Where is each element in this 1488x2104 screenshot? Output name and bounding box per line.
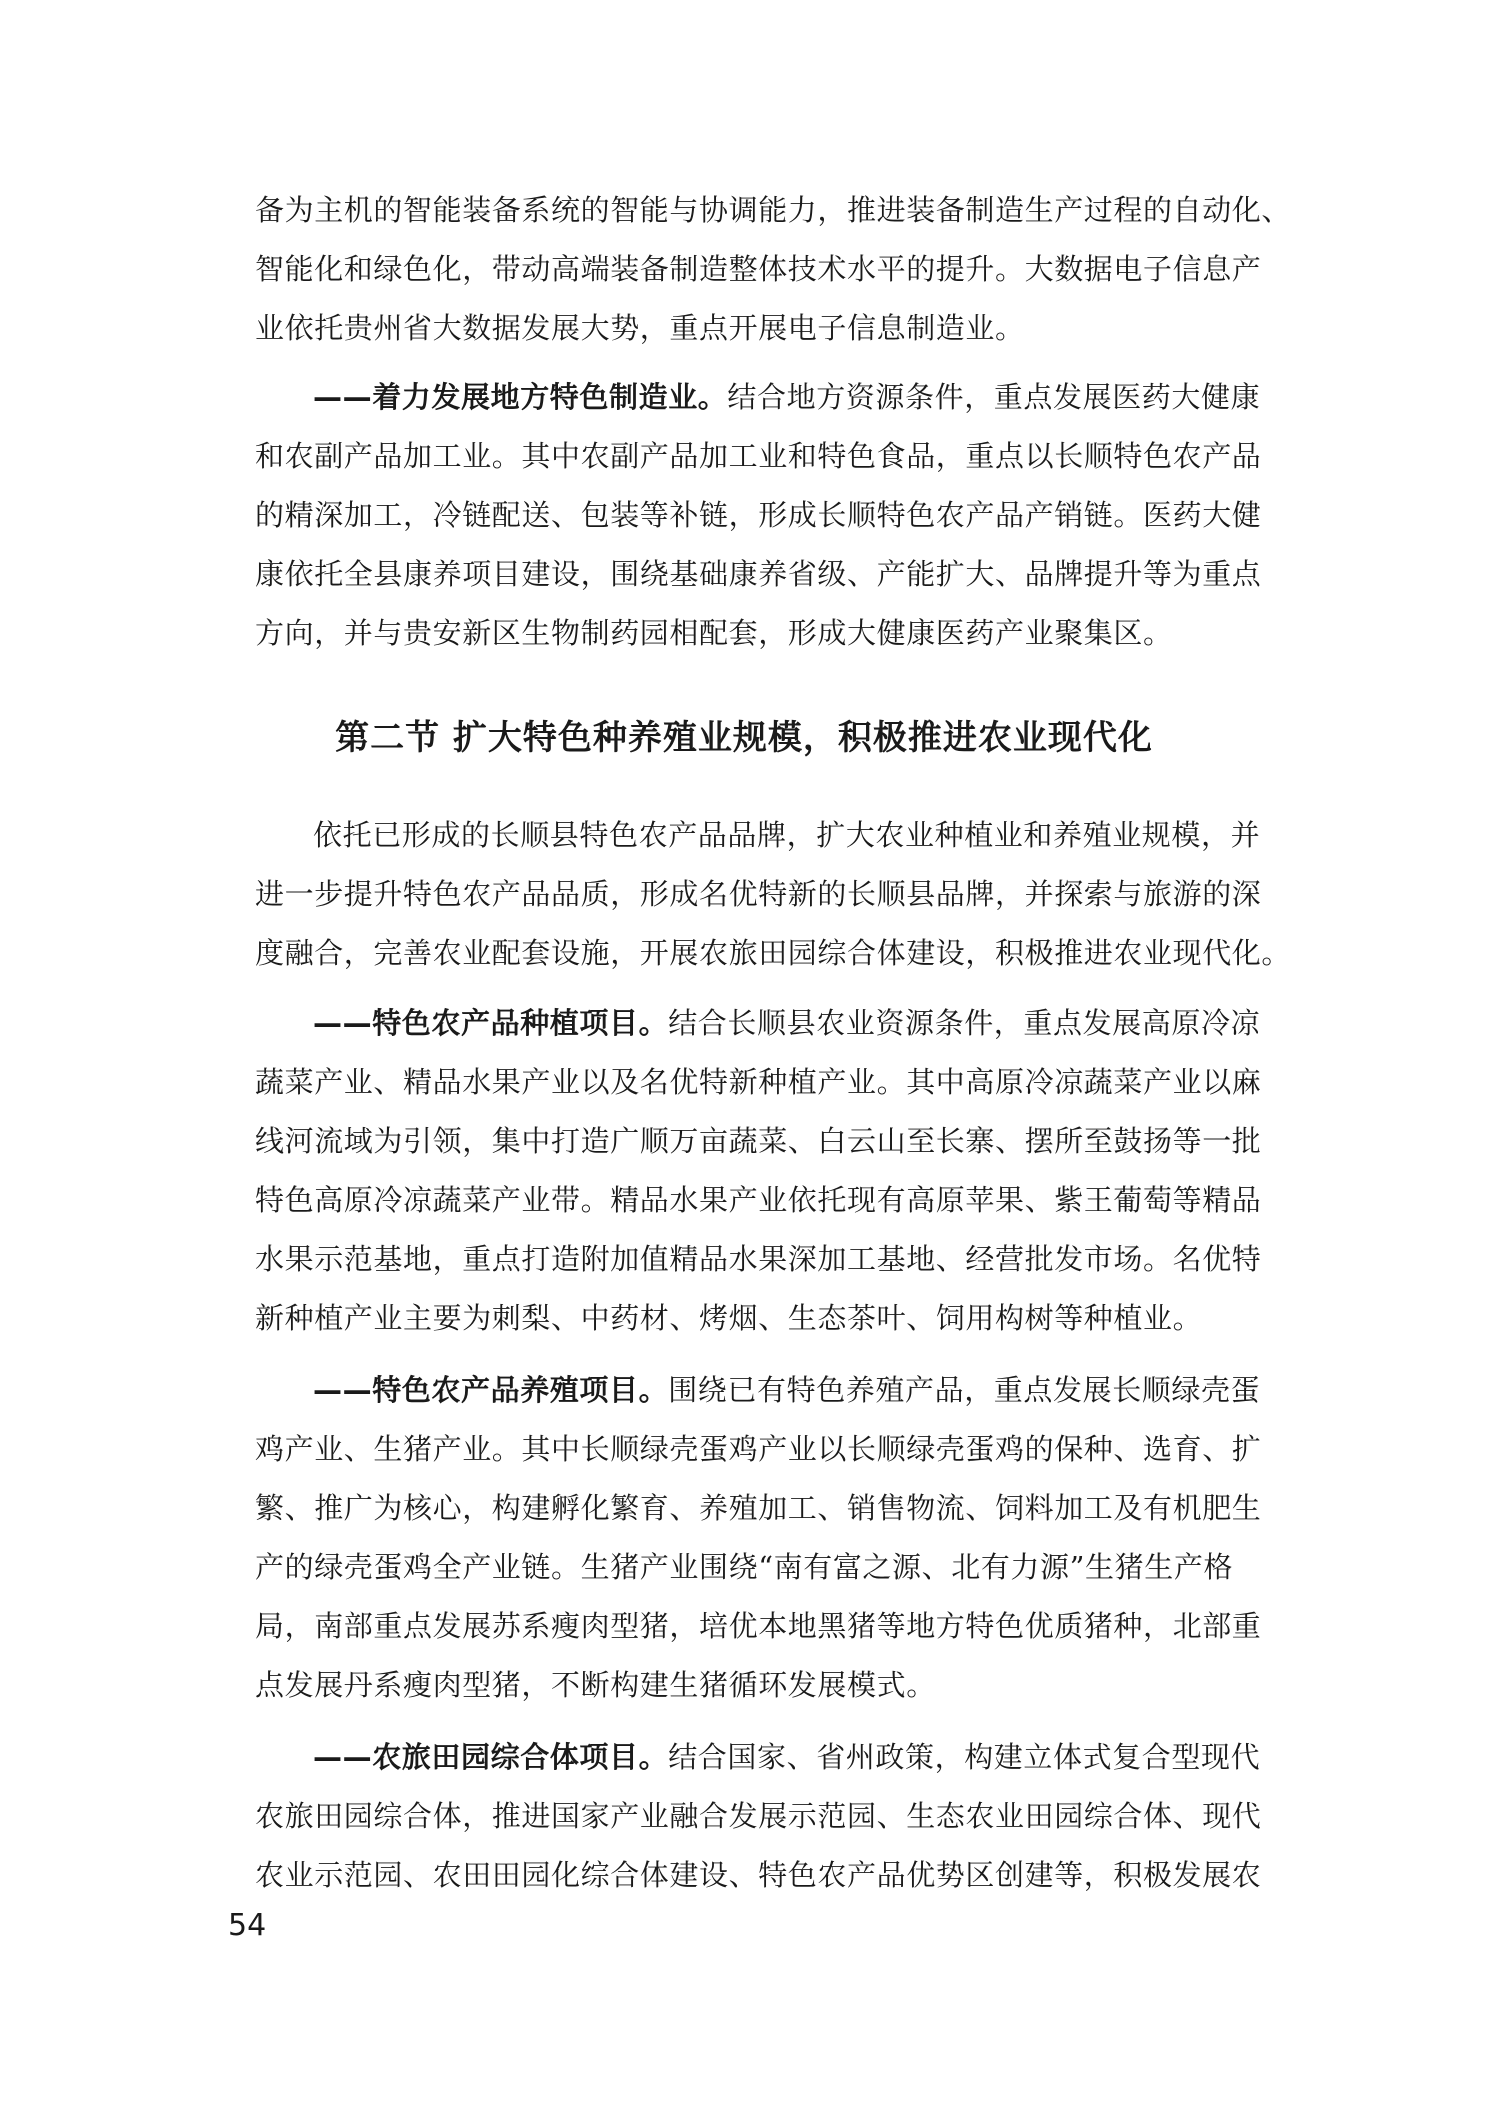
paragraph-lead-title: ——着力发展地方特色制造业。 [313, 380, 728, 414]
paragraph-lead-text: 结合国家、省州政策，构建立体式复合型现代 [668, 1740, 1261, 1774]
section-heading: 第二节 扩大特色种养殖业规模，积极推进农业现代化 [335, 718, 1153, 758]
paragraph-planting-project [255, 994, 1262, 1348]
text-line: 进一步提升特色农产品品质，形成名优特新的长顺县品牌，并探索与旅游的深 [255, 877, 1262, 911]
text-line: 农旅田园综合体，推进国家产业融合发展示范园、生态农业田园综合体、现代 [255, 1799, 1262, 1833]
paragraph-section-intro [255, 806, 1292, 983]
text-line: 智能化和绿色化，带动高端装备制造整体技术水平的提升。大数据电子信息产 [255, 252, 1262, 286]
paragraph-lead-text: 围绕已有特色养殖产品，重点发展长顺绿壳蛋 [668, 1373, 1261, 1407]
paragraph-lead-title: ——特色农产品养殖项目。 [313, 1373, 669, 1407]
paragraph-lead-title: ——农旅田园综合体项目。 [313, 1740, 669, 1774]
text-line: 和农副产品加工业。其中农副产品加工业和特色食品，重点以长顺特色农产品 [255, 439, 1262, 473]
text-line [255, 368, 1261, 427]
paragraph-breeding-project [255, 1361, 1262, 1715]
text-line [255, 1728, 1261, 1787]
text-line: 鸡产业、生猪产业。其中长顺绿壳蛋鸡产业以长顺绿壳蛋鸡的保种、选育、扩 [255, 1432, 1262, 1466]
text-line: 依托已形成的长顺县特色农产品品牌，扩大农业种植业和养殖业规模，并 [313, 818, 1261, 852]
text-line: 局，南部重点发展苏系瘦肉型猪，培优本地黑猪等地方特色优质猪种，北部重 [255, 1609, 1262, 1643]
paragraph-local-manufacturing [255, 368, 1262, 663]
text-line: 备为主机的智能装备系统的智能与协调能力，推进装备制造生产过程的自动化、 [255, 193, 1292, 227]
paragraph-equipment-manufacturing-continued [255, 181, 1292, 358]
paragraph-lead-text: 结合长顺县农业资源条件，重点发展高原冷凉 [668, 1006, 1261, 1040]
text-line: 业依托贵州省大数据发展大势，重点开展电子信息制造业。 [255, 311, 1025, 345]
text-line: 蔬菜产业、精品水果产业以及名优特新种植产业。其中高原冷凉蔬菜产业以麻 [255, 1065, 1262, 1099]
text-line: 线河流域为引领，集中打造广顺万亩蔬菜、白云山至长寨、摆所至鼓扬等一批 [255, 1124, 1262, 1158]
text-line: 新种植产业主要为刺梨、中药材、烤烟、生态茶叶、饲用构树等种植业。 [255, 1301, 1203, 1335]
paragraph-agri-tourism-project [255, 1728, 1262, 1905]
text-line: 度融合，完善农业配套设施，开展农旅田园综合体建设，积极推进农业现代化。 [255, 936, 1292, 970]
page-number: 54 [228, 1908, 267, 1943]
text-line: 点发展丹系瘦肉型猪，不断构建生猪循环发展模式。 [255, 1668, 936, 1702]
text-line [255, 994, 1261, 1053]
text-line: 的精深加工，冷链配送、包装等补链，形成长顺特色农产品产销链。医药大健 [255, 498, 1262, 532]
text-line: 康依托全县康养项目建设，围绕基础康养省级、产能扩大、品牌提升等为重点 [255, 557, 1262, 591]
text-line [255, 1361, 1261, 1420]
paragraph-lead-title: ——特色农产品种植项目。 [313, 1006, 669, 1040]
text-line: 特色高原冷凉蔬菜产业带。精品水果产业依托现有高原苹果、紫王葡萄等精品 [255, 1183, 1262, 1217]
paragraph-lead-text: 结合地方资源条件，重点发展医药大健康 [727, 380, 1261, 414]
text-line: 水果示范基地，重点打造附加值精品水果深加工基地、经营批发市场。名优特 [255, 1242, 1262, 1276]
text-line: 繁、推广为核心，构建孵化繁育、养殖加工、销售物流、饲料加工及有机肥生 [255, 1491, 1262, 1525]
text-line: 方向，并与贵安新区生物制药园相配套，形成大健康医药产业聚集区。 [255, 616, 1173, 650]
text-line: 农业示范园、农田田园化综合体建设、特色农产品优势区创建等，积极发展农 [255, 1858, 1262, 1892]
text-line: 产的绿壳蛋鸡全产业链。生猪产业围绕“南有富之源、北有力源”生猪生产格 [255, 1550, 1234, 1584]
